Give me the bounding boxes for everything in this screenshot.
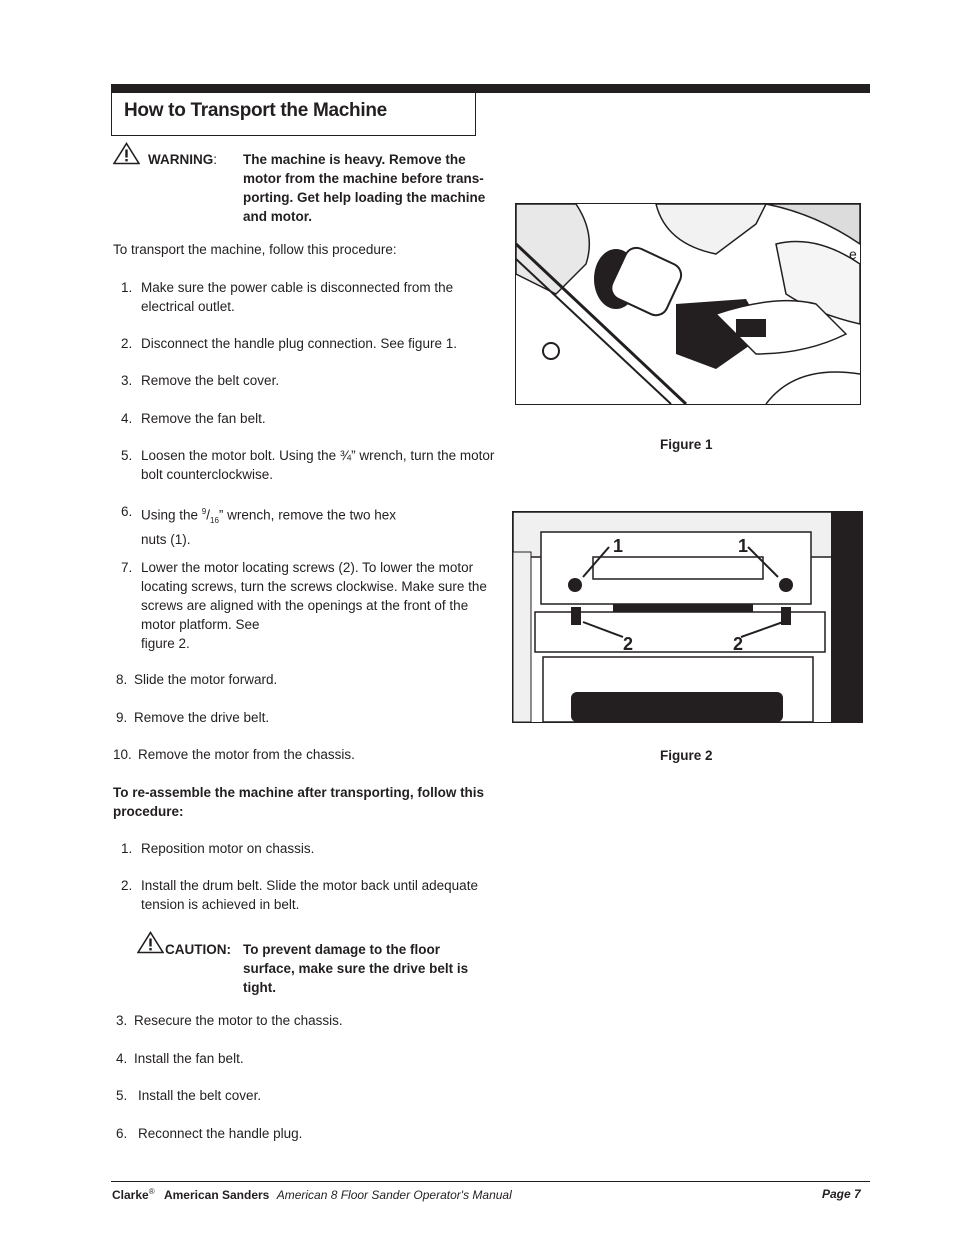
step-text: Remove the drive belt. xyxy=(134,710,270,725)
motor-platform-illustration xyxy=(513,512,862,722)
step-text: Lower the motor locating screws (2). To lower the motor locating screws, turn the screws clockwise. Make sure the screws are aligned with the openings at the front of the motor platform. See figure 2. xyxy=(141,560,487,651)
step-number: 10. xyxy=(113,747,132,762)
footer-rule xyxy=(111,1181,870,1182)
step-number: 6. xyxy=(121,504,133,519)
step-text: Disconnect the handle plug connection. See figure 1. xyxy=(141,336,457,351)
warning-text: The machine is heavy. Remove the motor from the machine before trans- porting. Get help loading the machine and motor. xyxy=(243,152,486,224)
step-number: 6. xyxy=(116,1126,128,1141)
step-text: Install the drum belt. Slide the motor back until adequate tension is achieved in belt. xyxy=(141,878,478,912)
step-number: 4. xyxy=(121,411,133,426)
caution-triangle-icon xyxy=(137,931,164,954)
reassemble-heading: To re-assemble the machine after transporting, follow this procedure: xyxy=(113,785,485,819)
step-number: 2. xyxy=(121,336,133,351)
step-text: Remove the fan belt. xyxy=(141,411,266,426)
figure-1-caption: Figure 1 xyxy=(660,437,713,452)
step-number: 1. xyxy=(121,841,133,856)
callout-2-left: 2 xyxy=(623,634,634,654)
step-number: 3. xyxy=(121,373,133,388)
warning-triangle-icon xyxy=(113,142,140,165)
callout-2-right: 2 xyxy=(733,634,744,654)
step-text: Loosen the motor bolt. Using the ¾” wrench, turn the motor bolt counterclockwise. xyxy=(141,448,495,482)
figure-2-caption: Figure 2 xyxy=(660,748,713,763)
step-text: Remove the motor from the chassis. xyxy=(138,747,355,762)
top-rule xyxy=(111,84,870,93)
step-number: 8. xyxy=(116,672,128,687)
step-number: 5. xyxy=(116,1088,128,1103)
step-number: 5. xyxy=(121,448,133,463)
callout-1-right: 1 xyxy=(738,536,749,556)
step-text: Using the $^9/_{16}$” wrench, remove the two hex nuts (1). xyxy=(141,507,396,548)
caution-text: To prevent damage to the floor surface, make sure the drive belt is tight. xyxy=(243,942,469,995)
figure-2-image xyxy=(512,511,863,723)
caution-label: CAUTION: xyxy=(165,942,231,957)
step-text: Slide the motor forward. xyxy=(134,672,278,687)
intro-text: To transport the machine, follow this procedure: xyxy=(113,242,397,257)
step-number: 7. xyxy=(121,560,133,575)
step-text: Make sure the power cable is disconnected from the electrical outlet. xyxy=(141,280,454,314)
step-number: 1. xyxy=(121,280,133,295)
step-text: Resecure the motor to the chassis. xyxy=(134,1013,343,1028)
figure-1-mark: e xyxy=(849,246,857,262)
step-number: 2. xyxy=(121,878,133,893)
step-number: 4. xyxy=(116,1051,128,1066)
step-text: Remove the belt cover. xyxy=(141,373,280,388)
plug-connection-illustration xyxy=(516,204,860,404)
step-number: 3. xyxy=(116,1013,128,1028)
step-text: Reposition motor on chassis. xyxy=(141,841,315,856)
step-text: Install the belt cover. xyxy=(138,1088,262,1103)
page-number: Page 7 xyxy=(822,1187,861,1201)
step-text: Install the fan belt. xyxy=(134,1051,244,1066)
step-text: Reconnect the handle plug. xyxy=(138,1126,303,1141)
warning-label: WARNING: xyxy=(148,152,218,167)
footer-left: Clarke® American Sanders American 8 Floor Sander Operator's Manual xyxy=(112,1187,512,1202)
step-number: 9. xyxy=(116,710,128,725)
page-title: How to Transport the Machine xyxy=(124,100,387,121)
figure-1-image xyxy=(515,203,861,405)
callout-1-left: 1 xyxy=(613,536,624,556)
